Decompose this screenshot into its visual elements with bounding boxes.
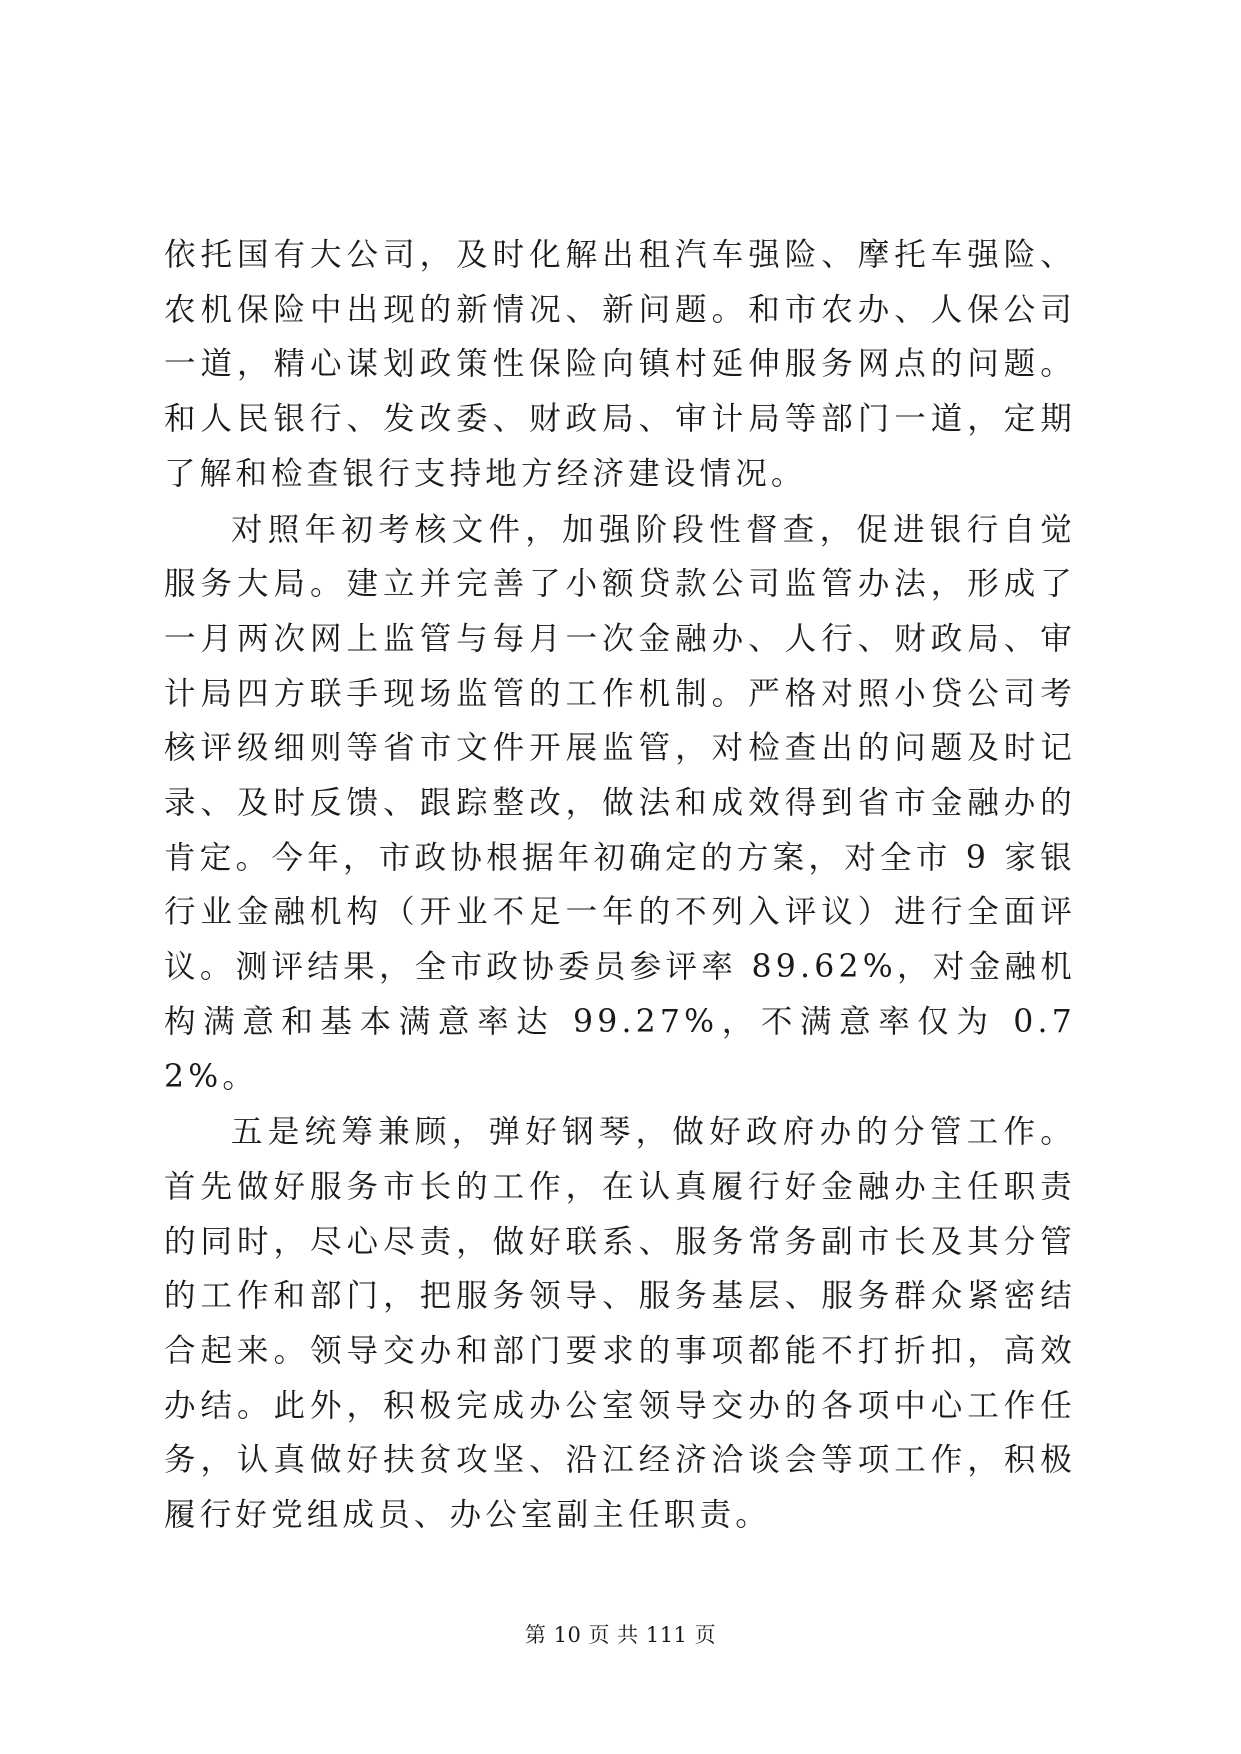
paragraph-1: 依托国有大公司，及时化解出租汽车强险、摩托车强险、农机保险中出现的新情况、新问题。和市农办、人保公司一道，精心谋划政策性保险向镇村延伸服务网点的问题。和人民银行、发改委、财政局、审计局等部门一道，定期了解和检查银行支持地方经济建设情况。 <box>164 237 1076 492</box>
document-body <box>164 228 1076 1543</box>
paragraph-2: 对照年初考核文件，加强阶段性督查，促进银行自觉服务大局。建立并完善了小额贷款公司监管办法，形成了一月两次网上监管与每月一次金融办、人行、财政局、审计局四方联手现场监管的工作机制。严格对照小贷公司考核评级细则等省市文件开展监管，对检查出的问题及时记录、及时反馈、跟踪整改，做法和成效得到省市金融办的肯定。今年，市政协根据年初确定的方案，对全市 9 家银行业金融机构（开业不足一年的不列入评议）进行全面评议。测评结果，全市政协委员参评率 89.62%，对金融机构满意和基本满意率达 99.27%，不满意率仅为 0.72%。 <box>164 511 1076 1095</box>
page-footer: 第 10 页 共 111 页 <box>524 1623 717 1647</box>
paragraph-3: 五是统筹兼顾，弹好钢琴，做好政府办的分管工作。首先做好服务市长的工作，在认真履行好金融办主任职责的同时，尽心尽责，做好联系、服务常务副市长及其分管的工作和部门，把服务领导、服务基层、服务群众紧密结合起来。领导交办和部门要求的事项都能不打折扣，高效办结。此外，积极完成办公室领导交办的各项中心工作任务，认真做好扶贫攻坚、沿江经济洽谈会等项工作，积极履行好党组成员、办公室副主任职责。 <box>164 1114 1076 1534</box>
